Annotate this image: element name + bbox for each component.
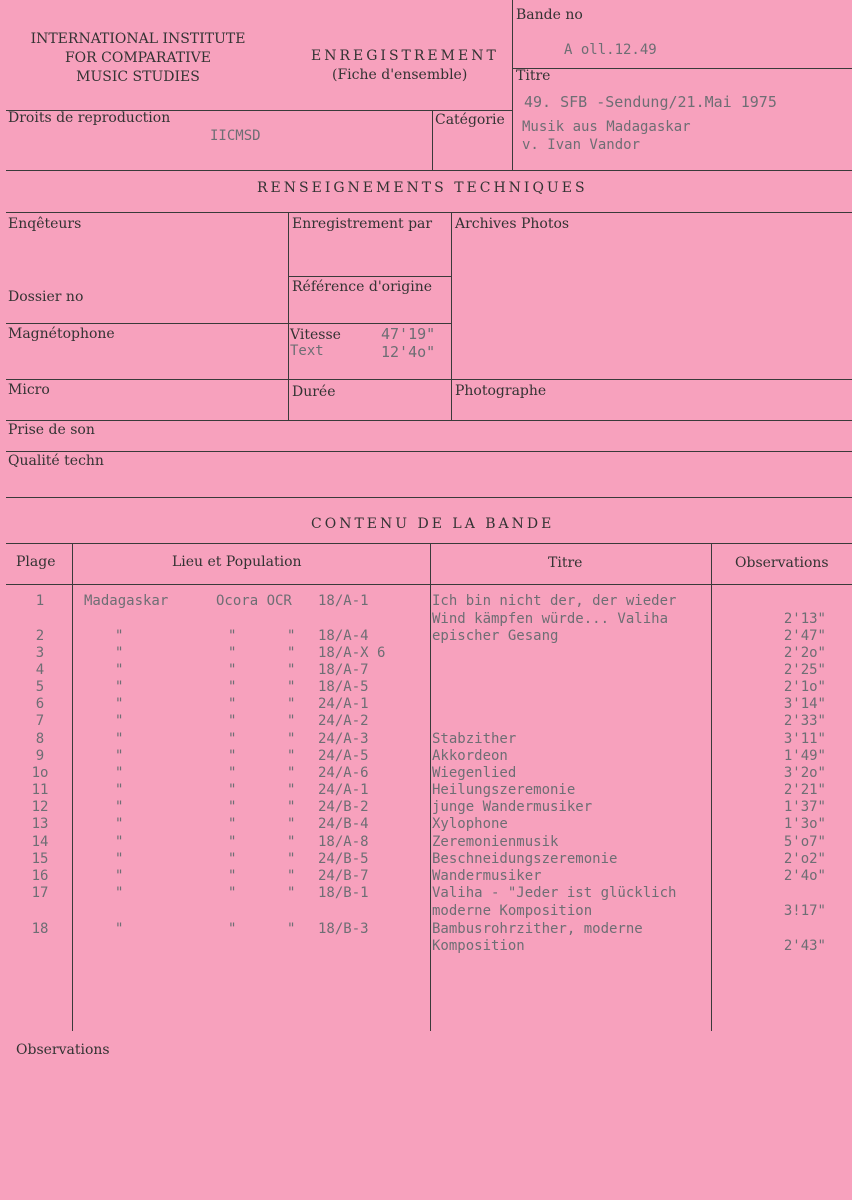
row-14-obs: 1'3o" xyxy=(783,816,826,832)
droits-label: Droits de reproduction xyxy=(8,110,171,126)
row-8-obs: 2'33" xyxy=(783,713,826,729)
row-20-d3: " xyxy=(287,921,296,937)
row-5-ref: 18/A-7 xyxy=(318,662,369,678)
row-9-d3: " xyxy=(287,731,296,747)
row-18-obs xyxy=(740,885,826,902)
section-rule-2 xyxy=(6,212,852,213)
row-15-d1: " xyxy=(115,834,124,850)
photographe-label: Photographe xyxy=(455,383,547,399)
qualite-techn-label: Qualité techn xyxy=(8,453,104,469)
tech-col-rule-1 xyxy=(288,212,289,420)
row-4-plage: 3 xyxy=(35,645,45,661)
row-20-ref: 18/B-3 xyxy=(318,921,369,937)
magnetophone-label: Magnétophone xyxy=(8,326,115,342)
row-13-obs: 1'37" xyxy=(783,799,826,815)
row-12-d3: " xyxy=(287,782,296,798)
row-10-ref: 24/A-5 xyxy=(318,748,369,764)
duree-label: Durée xyxy=(292,384,336,400)
prise-de-son-label: Prise de son xyxy=(8,422,95,438)
bande-label: Bande no xyxy=(516,7,583,23)
reference-origine-label: Référence d'origine xyxy=(292,279,433,295)
header-divider-right xyxy=(512,0,513,170)
row-20-obs xyxy=(740,921,826,938)
observations-label: Observations xyxy=(16,1042,110,1058)
row-5-obs: 2'25" xyxy=(783,662,826,678)
row-8-d2: " xyxy=(228,713,237,729)
row-16-obs: 2'o2" xyxy=(783,851,826,867)
row-5-d1: " xyxy=(115,662,124,678)
tech-col-rule-2 xyxy=(451,212,452,420)
text-label: Text xyxy=(290,343,324,359)
prise-rule xyxy=(6,451,852,452)
row-15-d2: " xyxy=(228,834,237,850)
row-15-plage: 14 xyxy=(31,834,49,850)
row-17-d2: " xyxy=(228,868,237,884)
row-6-d3: " xyxy=(287,679,296,695)
row-15-ref: 18/A-8 xyxy=(318,834,369,850)
magnetophone-rule xyxy=(6,379,852,380)
row-11-d2: " xyxy=(228,765,237,781)
row-9-d2: " xyxy=(228,731,237,747)
row-2-titre: Wind kämpfen würde... Valiha xyxy=(432,611,669,627)
droits-value: IICMSD xyxy=(210,128,261,144)
row-5-d3: " xyxy=(287,662,296,678)
row-16-plage: 15 xyxy=(31,851,49,867)
row-9-obs: 3'11" xyxy=(783,731,826,747)
row-11-ref: 24/A-6 xyxy=(318,765,369,781)
categorie-left-rule xyxy=(432,110,433,170)
row-14-d2: " xyxy=(228,816,237,832)
row-6-ref: 18/A-5 xyxy=(318,679,369,695)
row-9-d1: " xyxy=(115,731,124,747)
archives-photos-label: Archives Photos xyxy=(455,216,570,232)
row-13-d2: " xyxy=(228,799,237,815)
row-14-d1: " xyxy=(115,816,124,832)
row-15-titre: Zeremonienmusik xyxy=(432,834,559,850)
row-14-ref: 24/B-4 xyxy=(318,816,369,832)
row-20-plage: 18 xyxy=(31,921,49,937)
row-14-d3: " xyxy=(287,816,296,832)
row-1-titre: Ich bin nicht der, der wieder xyxy=(432,593,677,609)
col-header-lieu: Lieu et Population xyxy=(172,554,302,570)
row-8-ref: 24/A-2 xyxy=(318,713,369,729)
row-18-d2: " xyxy=(228,885,237,901)
titre-line-1: 49. SFB -Sendung/21.Mai 1975 xyxy=(524,93,777,111)
row-15-obs: 5'o7" xyxy=(783,834,826,850)
row-12-obs: 2'21" xyxy=(783,782,826,798)
row-19-titre: moderne Komposition xyxy=(432,903,593,919)
row-21-plage xyxy=(20,938,60,955)
row-10-titre: Akkordeon xyxy=(432,748,508,764)
table-top-rule xyxy=(6,543,852,544)
table-col-rule-1 xyxy=(72,543,73,1031)
row-3-d2: " xyxy=(228,628,237,644)
institute-line-1: INTERNATIONAL INSTITUTE xyxy=(30,31,246,47)
row-12-d2: " xyxy=(228,782,237,798)
row-18-plage: 17 xyxy=(31,885,49,901)
row-10-obs: 1'49" xyxy=(783,748,826,764)
row-12-d1: " xyxy=(115,782,124,798)
vitesse-label: Vitesse xyxy=(290,327,341,343)
section-rule-1 xyxy=(6,170,852,171)
row-20-d1: " xyxy=(115,921,124,937)
row-6-d1: " xyxy=(115,679,124,695)
row-11-plage: 1o xyxy=(31,765,49,781)
row-4-d3: " xyxy=(287,645,296,661)
row-19-obs: 3!17" xyxy=(783,903,826,919)
row-17-d1: " xyxy=(115,868,124,884)
row-3-plage: 2 xyxy=(35,628,45,644)
row-17-ref: 24/B-7 xyxy=(318,868,369,884)
row-1-lieu: Madagaskar xyxy=(84,593,169,609)
row-13-d3: " xyxy=(287,799,296,815)
row-19-plage xyxy=(20,903,60,920)
row-17-titre: Wandermusiker xyxy=(432,868,542,884)
table-col-rule-2 xyxy=(430,543,431,1031)
row-14-titre: Xylophone xyxy=(432,816,508,832)
bande-value: A oll.12.49 xyxy=(564,42,657,58)
row-12-ref: 24/A-1 xyxy=(318,782,369,798)
table-col-rule-3 xyxy=(711,543,712,1031)
row-7-ref: 24/A-1 xyxy=(318,696,369,712)
row-9-plage: 8 xyxy=(35,731,45,747)
institute-name xyxy=(14,30,262,87)
table-header-rule xyxy=(6,584,852,585)
row-18-d1: " xyxy=(115,885,124,901)
micro-rule xyxy=(6,420,852,421)
row-17-d3: " xyxy=(287,868,296,884)
dossier-no-label: Dossier no xyxy=(8,289,84,305)
row-4-ref: 18/A-X 6 xyxy=(318,645,386,661)
row-18-d3: " xyxy=(287,885,296,901)
row-8-d1: " xyxy=(115,713,124,729)
titre-rule xyxy=(512,68,852,69)
row-5-plage: 4 xyxy=(35,662,45,678)
row-13-plage: 12 xyxy=(31,799,49,815)
row-11-d1: " xyxy=(115,765,124,781)
row-1-label: Ocora OCR xyxy=(216,593,292,609)
row-7-d2: " xyxy=(228,696,237,712)
row-3-ref: 18/A-4 xyxy=(318,628,369,644)
row-21-titre: Komposition xyxy=(432,938,525,954)
row-8-plage: 7 xyxy=(35,713,45,729)
row-10-plage: 9 xyxy=(35,748,45,764)
technical-heading: RENSEIGNEMENTS TECHNIQUES xyxy=(257,180,588,196)
titre-line-2: Musik aus Madagaskar xyxy=(522,119,691,135)
row-11-titre: Wiegenlied xyxy=(432,765,517,781)
col-header-plage: Plage xyxy=(16,554,56,570)
row-11-obs: 3'2o" xyxy=(783,765,826,781)
row-2-obs: 2'13" xyxy=(783,611,826,627)
row-16-d2: " xyxy=(228,851,237,867)
row-13-d1: " xyxy=(115,799,124,815)
row-16-d3: " xyxy=(287,851,296,867)
row-5-d2: " xyxy=(228,662,237,678)
row-10-d3: " xyxy=(287,748,296,764)
row-13-ref: 24/B-2 xyxy=(318,799,369,815)
row-10-d2: " xyxy=(228,748,237,764)
titre-line-3: v. Ivan Vandor xyxy=(522,137,641,153)
row-1-ref: 18/A-1 xyxy=(318,593,369,609)
titre-label: Titre xyxy=(516,68,551,84)
form-title: ENREGISTREMENT xyxy=(311,48,499,64)
micro-label: Micro xyxy=(8,382,50,398)
row-17-plage: 16 xyxy=(31,868,49,884)
row-11-d3: " xyxy=(287,765,296,781)
enqueteurs-label: Enqêteurs xyxy=(8,216,82,232)
form-subtitle: (Fiche d'ensemble) xyxy=(332,67,468,83)
contenu-heading: CONTENU DE LA BANDE xyxy=(311,516,555,532)
row-3-d3: " xyxy=(287,628,296,644)
row-7-d1: " xyxy=(115,696,124,712)
row-6-obs: 2'1o" xyxy=(783,679,826,695)
row-10-d1: " xyxy=(115,748,124,764)
row-14-plage: 13 xyxy=(31,816,49,832)
row-3-d1: " xyxy=(115,628,124,644)
institute-line-2: FOR COMPARATIVE xyxy=(64,50,212,66)
col-header-observations: Observations xyxy=(735,555,829,571)
row-6-d2: " xyxy=(228,679,237,695)
row-9-ref: 24/A-3 xyxy=(318,731,369,747)
row-18-ref: 18/B-1 xyxy=(318,885,369,901)
categorie-label: Catégorie xyxy=(435,112,505,128)
qualite-rule xyxy=(6,497,852,498)
text-value: 12'4o" xyxy=(381,343,436,361)
row-2-plage xyxy=(20,611,60,628)
row-21-obs: 2'43" xyxy=(783,938,826,954)
row-7-plage: 6 xyxy=(35,696,45,712)
row-3-obs: 2'47" xyxy=(783,628,826,644)
row-7-d3: " xyxy=(287,696,296,712)
vitesse-value: 47'19" xyxy=(381,325,436,343)
row-4-d2: " xyxy=(228,645,237,661)
row-13-titre: junge Wandermusiker xyxy=(432,799,593,815)
row-16-d1: " xyxy=(115,851,124,867)
row-15-d3: " xyxy=(287,834,296,850)
row-20-d2: " xyxy=(228,921,237,937)
row-3-titre: epischer Gesang xyxy=(432,628,559,644)
row-8-d3: " xyxy=(287,713,296,729)
dossier-rule xyxy=(6,323,451,324)
row-1-obs xyxy=(740,593,826,610)
row-4-d1: " xyxy=(115,645,124,661)
row-17-obs: 2'4o" xyxy=(783,868,826,884)
row-4-obs: 2'2o" xyxy=(783,645,826,661)
col-header-titre: Titre xyxy=(548,555,583,571)
row-18-titre: Valiha - "Jeder ist glücklich xyxy=(432,885,677,901)
enregistrement-par-label: Enregistrement par xyxy=(292,216,433,232)
enregistrement-rule xyxy=(288,276,451,277)
row-9-titre: Stabzither xyxy=(432,731,517,747)
row-1-plage: 1 xyxy=(35,593,45,609)
row-12-plage: 11 xyxy=(31,782,49,798)
row-6-plage: 5 xyxy=(35,679,45,695)
institute-line-3: MUSIC STUDIES xyxy=(76,69,200,85)
row-7-obs: 3'14" xyxy=(783,696,826,712)
row-12-titre: Heilungszeremonie xyxy=(432,782,576,798)
row-20-titre: Bambusrohrzither, moderne xyxy=(432,921,643,937)
row-16-ref: 24/B-5 xyxy=(318,851,369,867)
row-16-titre: Beschneidungszeremonie xyxy=(432,851,618,867)
